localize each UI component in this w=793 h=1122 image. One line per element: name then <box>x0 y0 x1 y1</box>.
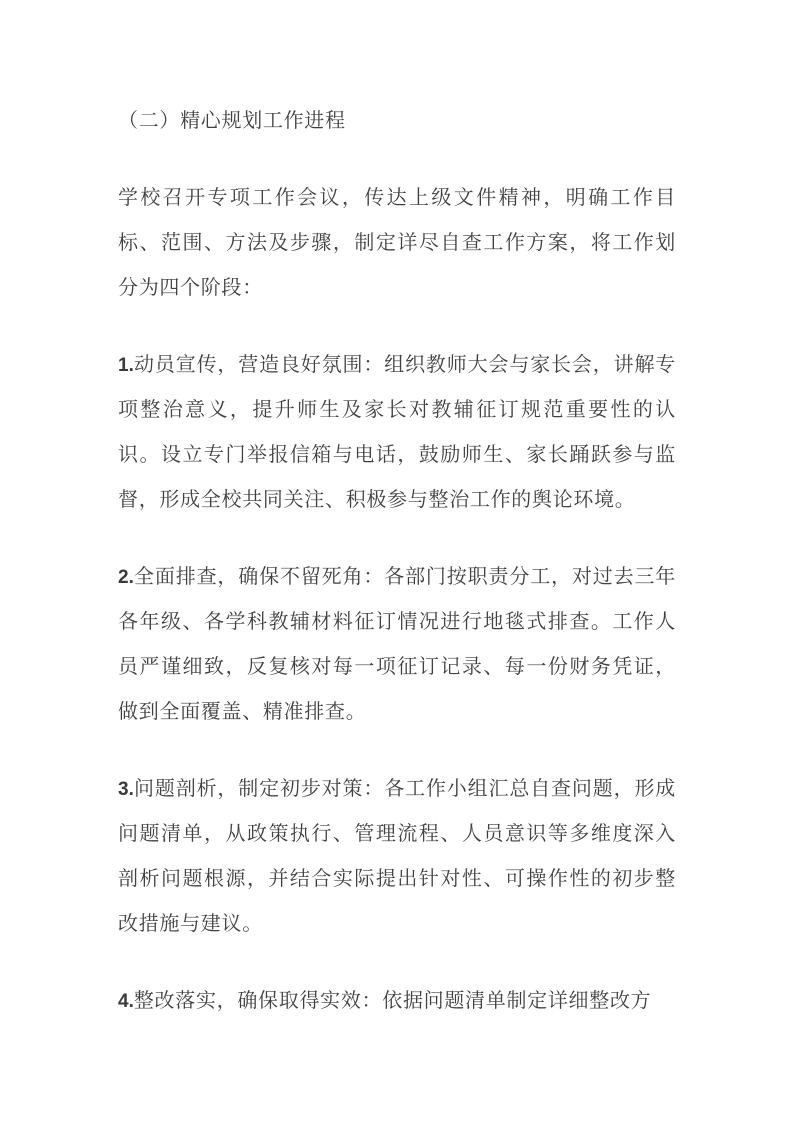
list-item-3 <box>118 767 676 947</box>
list-item-4 <box>118 979 676 1024</box>
list-item-3-number: 3. <box>118 779 134 800</box>
list-item-2-number: 2. <box>118 567 134 588</box>
list-item-4-number: 4. <box>118 991 134 1012</box>
list-item-1-number: 1. <box>118 355 134 376</box>
intro-paragraph: 学校召开专项工作会议，传达上级文件精神，明确工作目标、范围、方法及步骤，制定详尽自查工作方案，将工作划分为四个阶段： <box>118 187 676 299</box>
list-item-2 <box>118 555 676 735</box>
list-item-1 <box>118 343 676 523</box>
list-item-2-text: 全面排查，确保不留死角：各部门按职责分工，对过去三年各年级、各学科教辅材料征订情况进行地毯式排查。工作人员严谨细致，反复核对每一项征订记录、每一份财务凭证，做到全面覆盖、精准排查。 <box>118 566 676 723</box>
list-item-4-text: 整改落实，确保取得实效：依据问题清单制定详细整改方 <box>133 990 652 1012</box>
section-heading: （二）精心规划工作进程 <box>118 110 346 132</box>
list-item-1-text: 动员宣传，营造良好氛围：组织教师大会与家长会，讲解专项整治意义，提升师生及家长对教辅征订规范重要性的认识。设立专门举报信箱与电话，鼓励师生、家长踊跃参与监督，形成全校共同关注、积极参与整治工作的舆论环境。 <box>118 354 676 511</box>
list-item-3-text: 问题剖析，制定初步对策：各工作小组汇总自查问题，形成问题清单，从政策执行、管理流程、人员意识等多维度深入剖析问题根源，并结合实际提出针对性、可操作性的初步整改措施与建议。 <box>118 778 676 935</box>
